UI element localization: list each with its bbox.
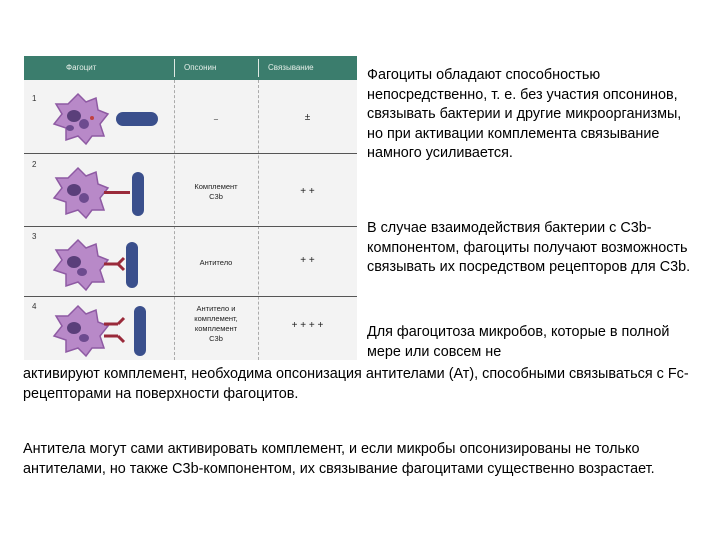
phagocyte-antibody-complement-illustration — [48, 302, 168, 358]
header-opsonin: Опсонин — [184, 63, 217, 72]
paragraph-combined-opsonization: Антитела могут сами активировать комплемент, и если микробы опсонизированы не только антителами, но также C3b-компонентом, их связывание фагоцитами существенно возрастает. — [23, 441, 655, 477]
binding-cell: ± — [304, 112, 311, 123]
paragraph-direct-binding: Фагоциты обладают способностью непосредственно, т. е. без участия опсонинов, связывать бактерии и другие микроорганизмы, но при активации комплемента связывание намного усиливается. — [367, 67, 682, 161]
opsonin-cell: Антитело — [199, 258, 233, 267]
opsonin-cell: Антитело и комплемент, комплемент C3b — [194, 304, 238, 343]
opsonin-cell: – — [213, 114, 219, 123]
header-phagocyte: Фагоцит — [66, 63, 97, 72]
row-number: 4 — [32, 302, 37, 311]
paragraph-c3b: В случае взаимодействия бактерии с C3b-компонентом, фагоциты получают возможность связывать их посредством рецепторов для C3b. — [367, 220, 691, 275]
phagocyte-antibody-illustration — [48, 236, 168, 292]
paragraph-antibody-opsonization: активируют комплемент, необходима опсонизация антителами (Ат), способными связываться с Fc-рецепторами на поверхности фагоцитов. — [23, 366, 689, 402]
row-number: 1 — [32, 94, 37, 103]
phagocytosis-figure — [24, 56, 357, 360]
binding-cell: + + — [300, 255, 315, 266]
row-number: 3 — [32, 232, 37, 241]
binding-cell: + + + + — [291, 320, 324, 331]
figure-header — [24, 56, 357, 80]
paragraph-antibody-opsonization-start: Для фагоцитоза микробов, которые в полной мере или совсем не — [367, 324, 670, 360]
header-binding: Связывание — [268, 63, 314, 72]
row-number: 2 — [32, 160, 37, 169]
phagocyte-bacterium-illustration — [48, 90, 168, 146]
phagocyte-c3b-illustration — [48, 164, 168, 220]
binding-cell: + + — [300, 186, 315, 197]
opsonin-cell: Комплемент C3b — [194, 182, 238, 201]
